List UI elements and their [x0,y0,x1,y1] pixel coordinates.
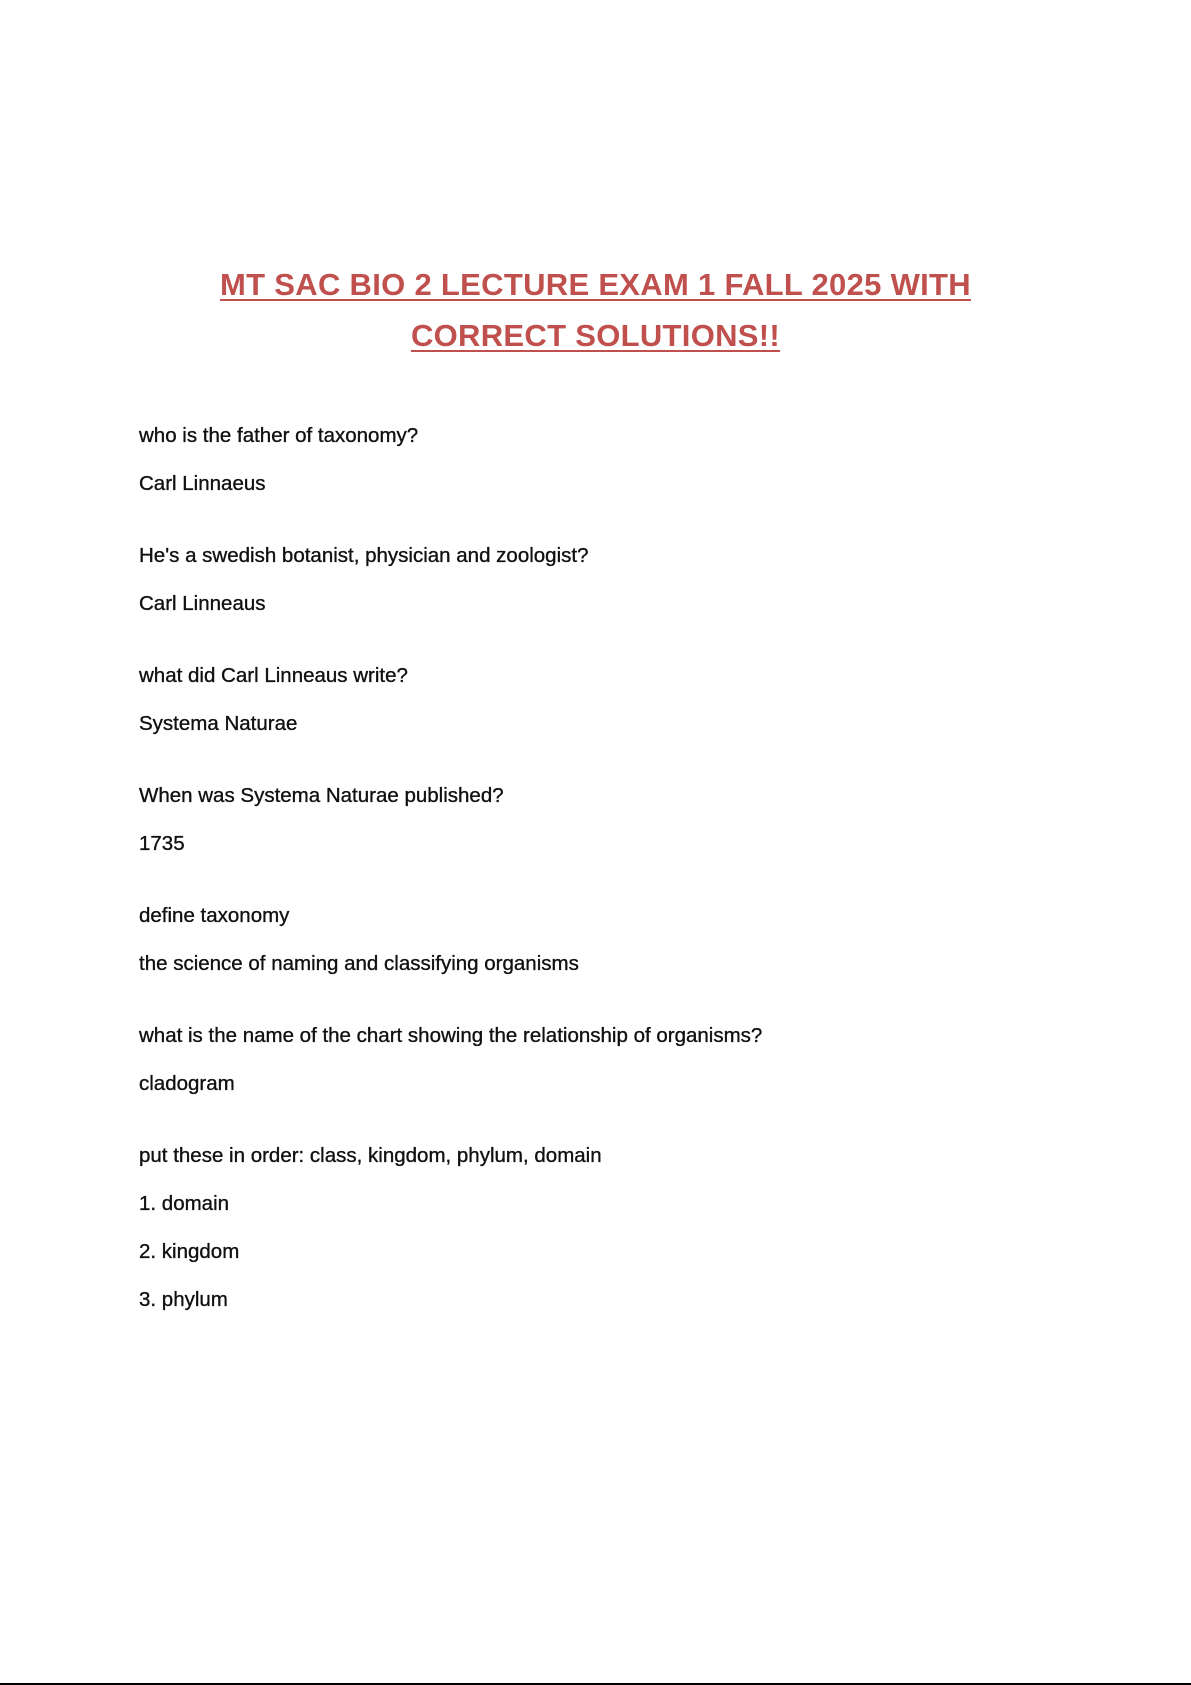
answer-list [139,1192,1099,1312]
document-title [140,259,1051,361]
title-line-2: CORRECT SOLUTIONS!! [410,318,781,353]
question-text: what did Carl Linneaus write? [139,664,408,687]
qa-item [139,904,1099,976]
qa-item [139,664,1099,736]
question-text: When was Systema Naturae published? [139,784,504,807]
question-text: who is the father of taxonomy? [139,424,419,447]
list-item: 2. kingdom [139,1240,240,1263]
answer-text: the science of naming and classifying organisms [139,952,579,975]
question-text: He's a swedish botanist, physician and zoologist? [139,544,589,567]
qa-item [139,1024,1099,1096]
question-text: define taxonomy [139,904,290,927]
question-text: put these in order: class, kingdom, phylum, domain [139,1144,602,1167]
qa-item [139,424,1099,496]
answer-text: Carl Linneaus [139,592,266,615]
qa-content [139,424,1099,1360]
answer-text: Systema Naturae [139,712,298,735]
qa-item [139,544,1099,616]
qa-item [139,784,1099,856]
qa-item-order [139,1144,1099,1312]
answer-text: cladogram [139,1072,235,1095]
answer-text: 1735 [139,832,185,855]
title-line-1: MT SAC BIO 2 LECTURE EXAM 1 FALL 2025 WITH [220,267,971,302]
question-text: what is the name of the chart showing the relationship of organisms? [139,1024,763,1047]
list-item: 3. phylum [139,1288,228,1311]
list-item: 1. domain [139,1192,230,1215]
answer-text: Carl Linnaeus [139,472,266,495]
